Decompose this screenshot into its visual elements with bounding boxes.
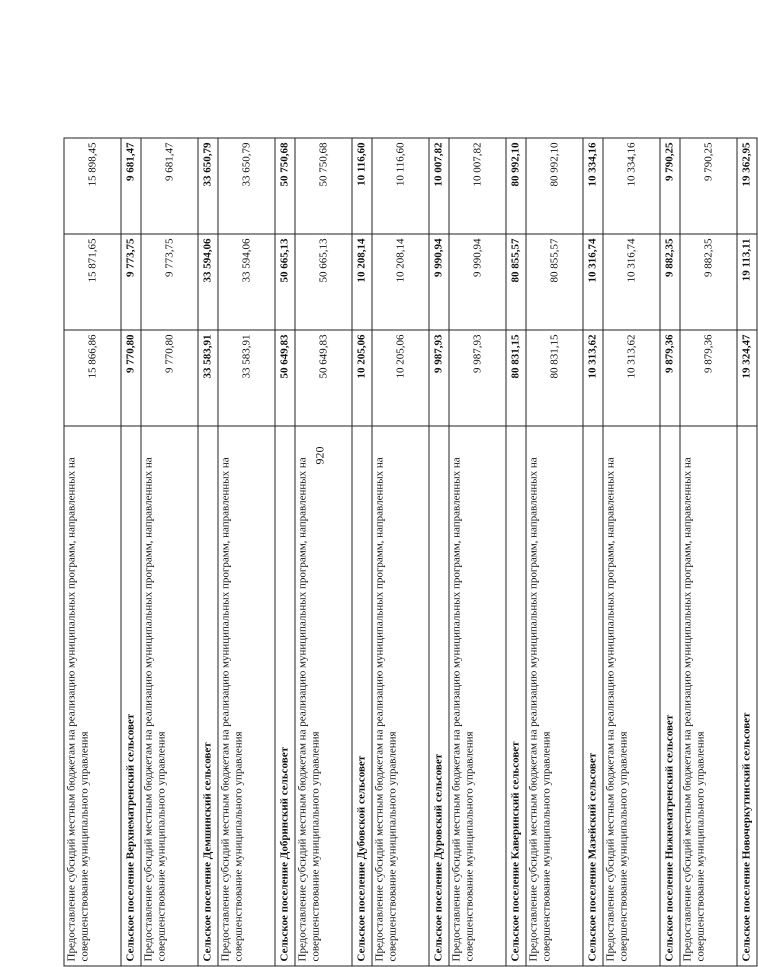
settlement-row — [198, 138, 218, 966]
value-3: 9 790,25 — [680, 138, 737, 234]
value-1: 10 313,62 — [603, 330, 660, 426]
row-name: Предоставление субсидий местным бюджетам на реализацию муниципальных программ, направленных на совершенствование муниципального управления — [449, 426, 506, 966]
value-1: 15 866,86 — [64, 330, 121, 426]
budget-table-body — [64, 138, 757, 966]
value-2: 9 773,75 — [121, 234, 141, 330]
value-1: 50 649,83 — [275, 330, 295, 426]
value-2: 9 882,35 — [660, 234, 680, 330]
row-name: Сельское поселение Демшинский сельсовет — [198, 426, 218, 966]
value-2: 15 871,65 — [64, 234, 121, 330]
row-name: Предоставление субсидий местным бюджетам на реализацию муниципальных программ, направленных на совершенствование муниципального управления — [64, 426, 121, 966]
row-name: Сельское поселение Мазейский сельсовет — [583, 426, 603, 966]
value-3: 9 790,25 — [660, 138, 680, 234]
subsidy-row — [295, 138, 352, 966]
row-name: Сельское поселение Новочеркутинский сельсовет — [737, 426, 757, 966]
value-1: 9 879,36 — [680, 330, 737, 426]
value-3: 9 681,47 — [141, 138, 198, 234]
value-3: 50 750,68 — [275, 138, 295, 234]
value-1: 9 987,93 — [429, 330, 449, 426]
value-3: 10 007,82 — [429, 138, 449, 234]
value-2: 9 773,75 — [141, 234, 198, 330]
value-3: 10 116,60 — [372, 138, 429, 234]
settlement-row — [121, 138, 141, 966]
value-1: 10 205,06 — [372, 330, 429, 426]
row-name: Сельское поселение Каверинский сельсовет — [506, 426, 526, 966]
value-3: 80 992,10 — [526, 138, 583, 234]
value-2: 10 316,74 — [603, 234, 660, 330]
subsidy-row — [64, 138, 121, 966]
value-3: 33 650,79 — [198, 138, 218, 234]
value-3: 80 992,10 — [506, 138, 526, 234]
value-1: 9 987,93 — [449, 330, 506, 426]
row-name: Предоставление субсидий местным бюджетам на реализацию муниципальных программ, направленных на совершенствование муниципального управления — [141, 426, 198, 966]
subsidy-row — [218, 138, 275, 966]
value-3: 19 362,95 — [737, 138, 757, 234]
value-1: 80 831,15 — [526, 330, 583, 426]
value-1: 9 879,36 — [660, 330, 680, 426]
subsidy-row — [372, 138, 429, 966]
value-3: 10 116,60 — [352, 138, 372, 234]
row-name: Предоставление субсидий местным бюджетам на реализацию муниципальных программ, направленных на совершенствование муниципального управления — [372, 426, 429, 966]
subsidy-row — [680, 138, 737, 966]
value-3: 15 898,45 — [64, 138, 121, 234]
value-2: 80 855,57 — [526, 234, 583, 330]
subsidy-row — [526, 138, 583, 966]
value-1: 50 649,83 — [295, 330, 352, 426]
page-number: 920 — [312, 446, 327, 465]
value-2: 33 594,06 — [198, 234, 218, 330]
value-3: 9 681,47 — [121, 138, 141, 234]
settlement-row — [429, 138, 449, 966]
row-name: Предоставление субсидий местным бюджетам на реализацию муниципальных программ, направленных на совершенствование муниципального управления — [526, 426, 583, 966]
value-2: 10 316,74 — [583, 234, 603, 330]
value-2: 9 882,35 — [680, 234, 737, 330]
value-3: 33 650,79 — [218, 138, 275, 234]
value-2: 9 990,94 — [449, 234, 506, 330]
row-name: Сельское поселение Дубовской сельсовет — [352, 426, 372, 966]
value-2: 50 665,13 — [295, 234, 352, 330]
value-2: 9 990,94 — [429, 234, 449, 330]
value-3: 10 007,82 — [449, 138, 506, 234]
value-1: 10 205,06 — [352, 330, 372, 426]
settlement-row — [660, 138, 680, 966]
subsidy-row — [141, 138, 198, 966]
subsidy-row — [603, 138, 660, 966]
value-1: 19 324,47 — [737, 330, 757, 426]
value-2: 10 208,14 — [352, 234, 372, 330]
row-name: Сельское поселение Нижнематренский сельсовет — [660, 426, 680, 966]
row-name: Сельское поселение Добринский сельсовет — [275, 426, 295, 966]
row-name: Предоставление субсидий местным бюджетам на реализацию муниципальных программ, направленных на совершенствование муниципального управления — [295, 426, 352, 966]
row-name: Сельское поселение Верхнематренский сельсовет — [121, 426, 141, 966]
row-name: Сельское поселение Дуровский сельсовет — [429, 426, 449, 966]
settlement-row — [352, 138, 372, 966]
value-1: 33 583,91 — [198, 330, 218, 426]
row-name: Предоставление субсидий местным бюджетам на реализацию муниципальных программ, направленных на совершенствование муниципального управления — [603, 426, 660, 966]
value-1: 33 583,91 — [218, 330, 275, 426]
value-2: 33 594,06 — [218, 234, 275, 330]
row-name: Предоставление субсидий местным бюджетам на реализацию муниципальных программ, направленных на совершенствование муниципального управления — [680, 426, 737, 966]
subsidy-row — [449, 138, 506, 966]
value-2: 50 665,13 — [275, 234, 295, 330]
value-1: 9 770,80 — [141, 330, 198, 426]
settlement-row — [275, 138, 295, 966]
value-1: 9 770,80 — [121, 330, 141, 426]
value-3: 50 750,68 — [295, 138, 352, 234]
budget-table — [64, 138, 758, 967]
value-3: 10 334,16 — [603, 138, 660, 234]
settlement-row — [506, 138, 526, 966]
value-2: 80 855,57 — [506, 234, 526, 330]
value-1: 80 831,15 — [506, 330, 526, 426]
value-2: 19 113,11 — [737, 234, 757, 330]
value-3: 10 334,16 — [583, 138, 603, 234]
value-1: 10 313,62 — [583, 330, 603, 426]
settlement-row — [737, 138, 757, 966]
settlement-row — [583, 138, 603, 966]
row-name: Предоставление субсидий местным бюджетам на реализацию муниципальных программ, направленных на совершенствование муниципального управления — [218, 426, 275, 966]
budget-table-rotated — [64, 139, 753, 967]
value-2: 10 208,14 — [372, 234, 429, 330]
